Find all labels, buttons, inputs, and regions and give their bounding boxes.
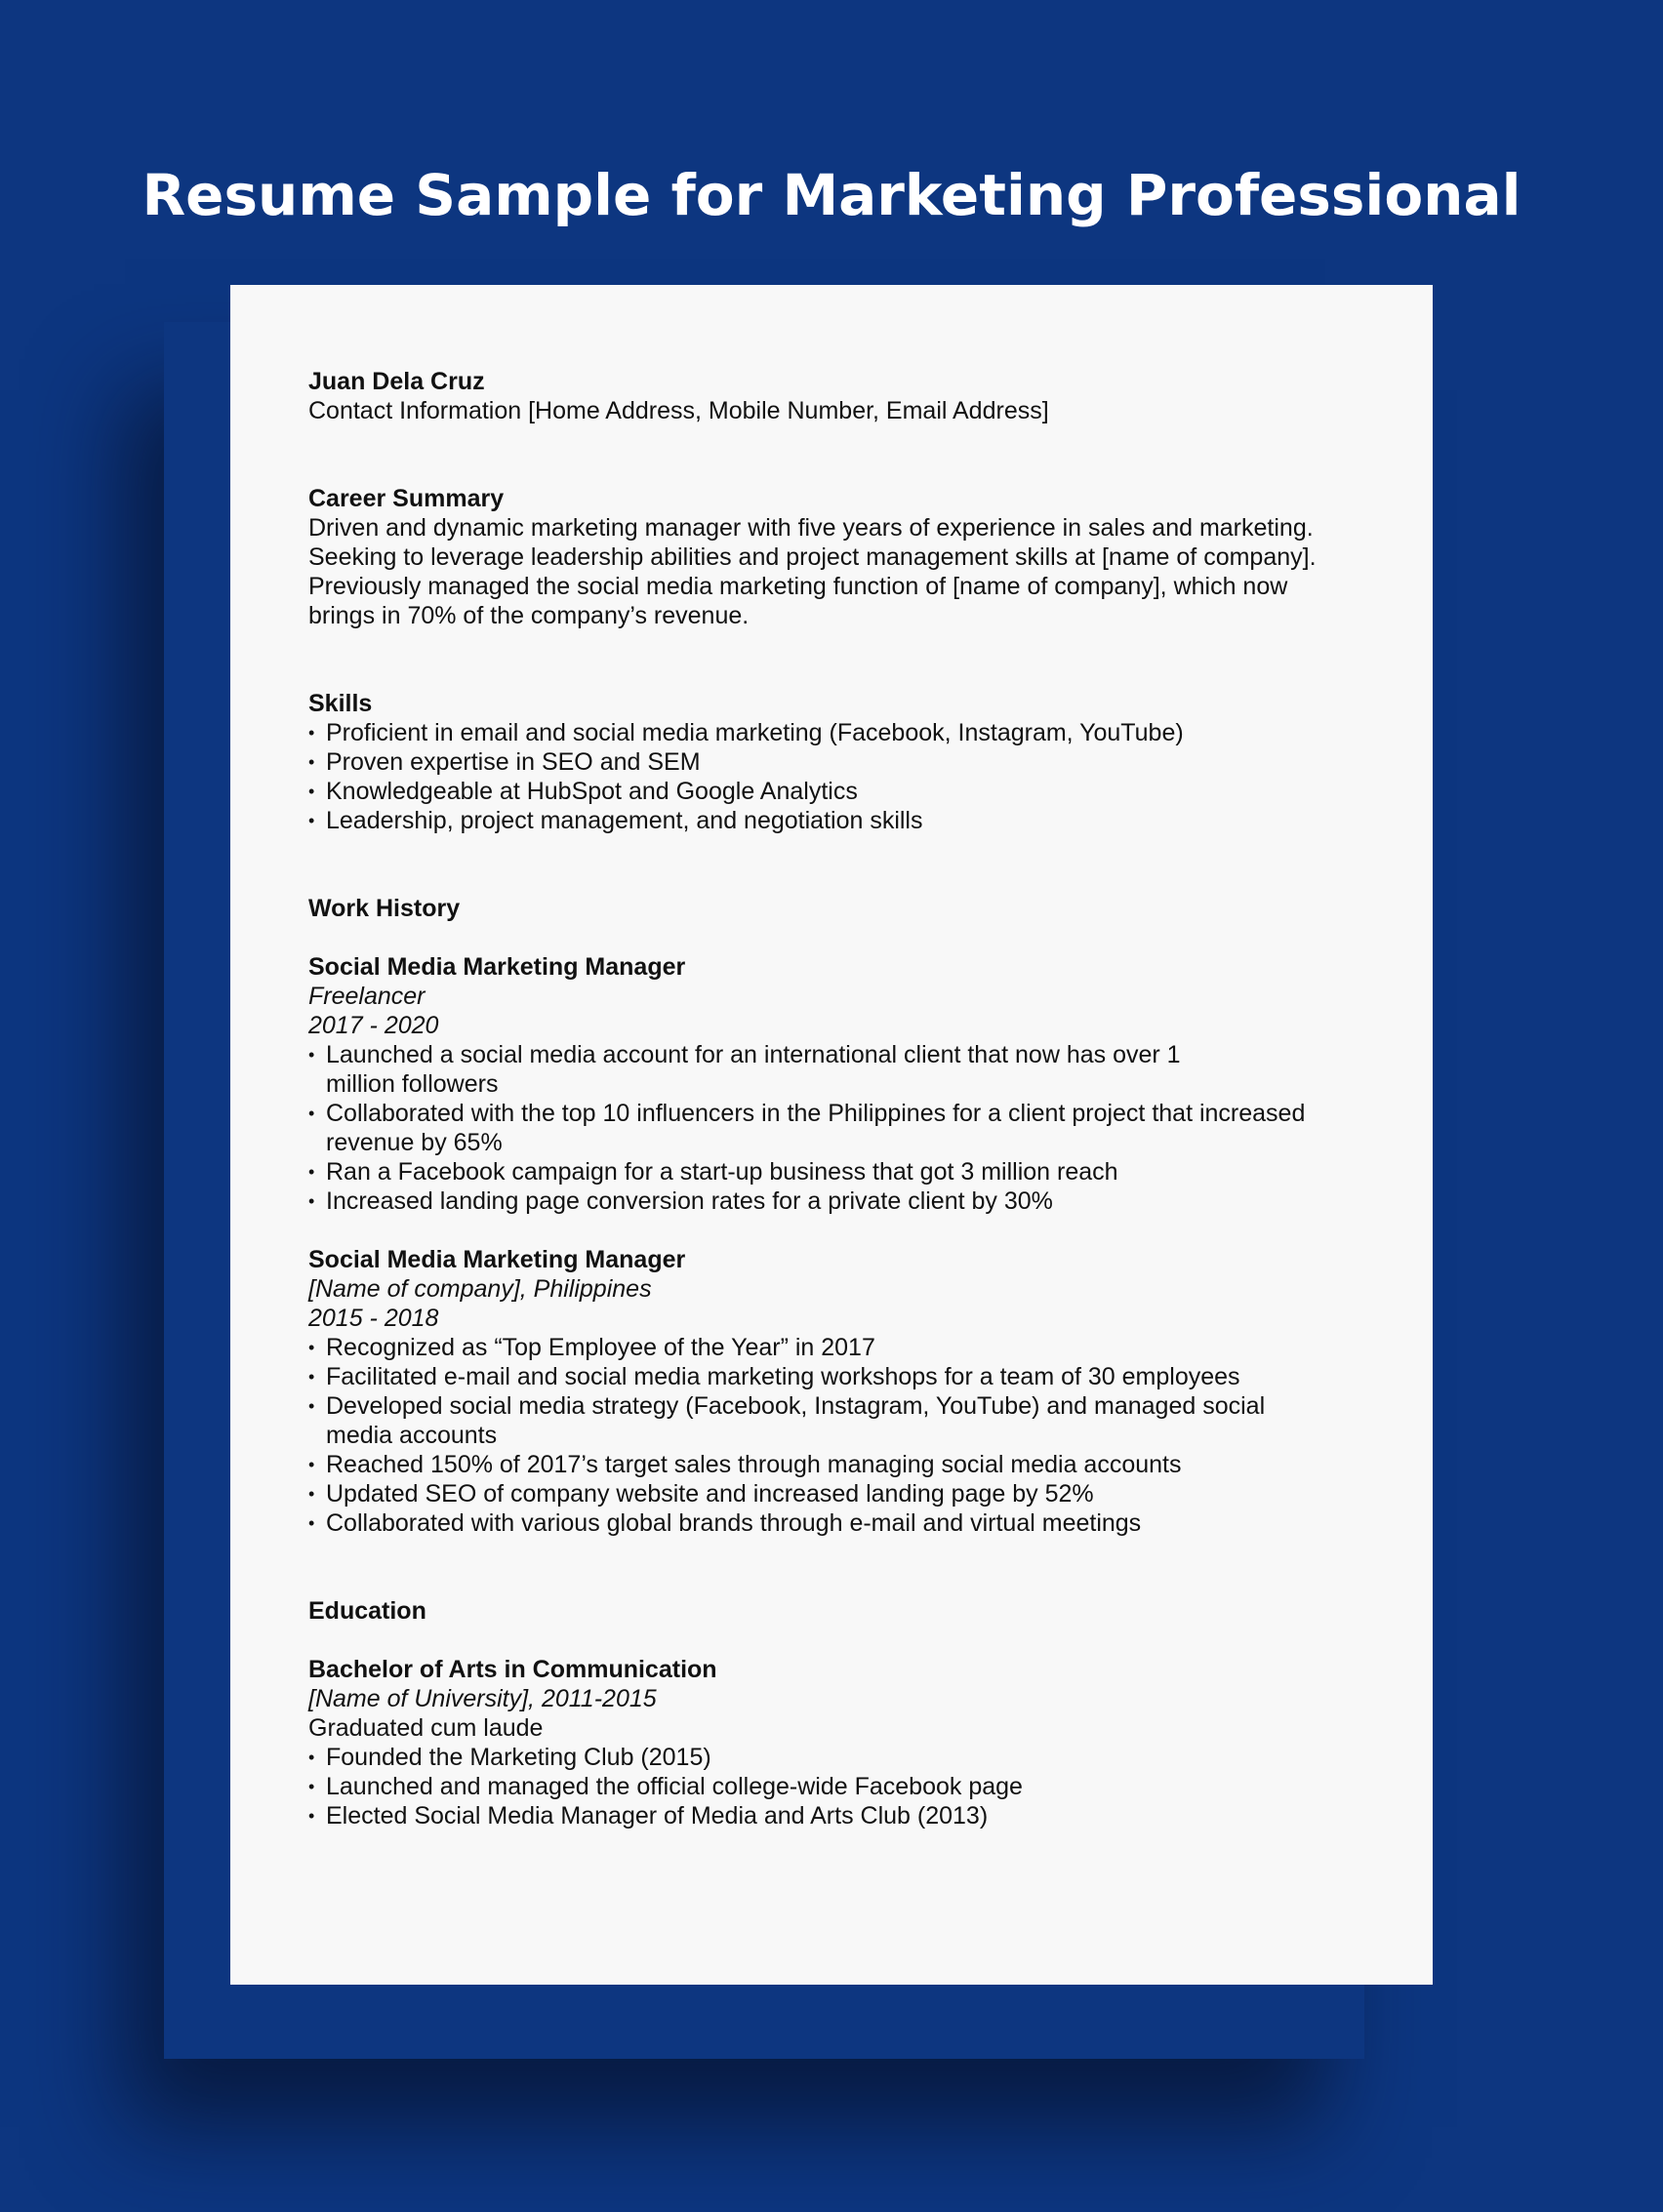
job-company: Freelancer bbox=[308, 983, 426, 1010]
degree: Bachelor of Arts in Communication bbox=[308, 1656, 717, 1683]
job-bullet: • Collaborated with the top 10 influencers in the Philippines for a client project that increased revenue by 65% bbox=[308, 1099, 1360, 1157]
job-company: [Name of company], Philippines bbox=[308, 1275, 652, 1303]
school: [Name of University], 2011-2015 bbox=[308, 1685, 657, 1712]
job-bullet: • Collaborated with various global brands through e-mail and virtual meetings bbox=[308, 1508, 1362, 1538]
job-bullet: • Ran a Facebook campaign for a start-up business that got 3 million reach bbox=[308, 1157, 1362, 1186]
education-bullet: • Launched and managed the official college-wide Facebook page bbox=[308, 1772, 1362, 1801]
job-bullet: • Developed social media strategy (Facebook, Instagram, YouTube) and managed social media accounts bbox=[308, 1391, 1282, 1450]
skill-item: • Proficient in email and social media marketing (Facebook, Instagram, YouTube) bbox=[308, 718, 1362, 747]
job-bullet-list bbox=[308, 1040, 1362, 1216]
applicant-name: Juan Dela Cruz bbox=[308, 368, 485, 395]
job-bullet: • Recognized as “Top Employee of the Year” in 2017 bbox=[308, 1333, 1362, 1362]
skill-item: • Leadership, project management, and negotiation skills bbox=[308, 806, 1362, 835]
resume-content bbox=[308, 367, 1362, 1830]
education-bullet: • Elected Social Media Manager of Media and Arts Club (2013) bbox=[308, 1801, 1362, 1830]
honor: Graduated cum laude bbox=[308, 1714, 544, 1742]
skill-item: • Proven expertise in SEO and SEM bbox=[308, 747, 1362, 777]
job-bullet: • Increased landing page conversion rates for a private client by 30% bbox=[308, 1186, 1362, 1216]
career-summary-line: Previously managed the social media marketing function of [name of company], which now bbox=[308, 573, 1288, 600]
education-entry bbox=[308, 1655, 1362, 1830]
job-title: Social Media Marketing Manager bbox=[308, 1246, 686, 1273]
job-dates: 2015 - 2018 bbox=[308, 1305, 439, 1332]
skills-heading: Skills bbox=[308, 690, 373, 717]
page-title: Resume Sample for Marketing Professional bbox=[142, 162, 1521, 228]
resume-document bbox=[230, 285, 1433, 1985]
job-entry bbox=[308, 1245, 1362, 1538]
career-summary-heading: Career Summary bbox=[308, 485, 505, 512]
work-history-heading: Work History bbox=[308, 895, 461, 922]
education-bullet: • Founded the Marketing Club (2015) bbox=[308, 1743, 1362, 1772]
job-bullet: • Updated SEO of company website and increased landing page by 52% bbox=[308, 1479, 1362, 1508]
career-summary-line: Driven and dynamic marketing manager with five years of experience in sales and marketing. bbox=[308, 514, 1314, 542]
education-bullet-list bbox=[308, 1743, 1362, 1830]
skill-item: • Knowledgeable at HubSpot and Google Analytics bbox=[308, 777, 1362, 806]
job-bullet: • Launched a social media account for an international client that now has over 1 million followers bbox=[308, 1040, 1185, 1099]
career-summary-text bbox=[308, 513, 1362, 630]
job-dates: 2017 - 2020 bbox=[308, 1012, 439, 1039]
job-bullet: • Reached 150% of 2017’s target sales through managing social media accounts bbox=[308, 1450, 1362, 1479]
job-title: Social Media Marketing Manager bbox=[308, 953, 686, 981]
job-bullet-list bbox=[308, 1333, 1362, 1538]
contact-information: Contact Information [Home Address, Mobile Number, Email Address] bbox=[308, 397, 1049, 424]
skills-list bbox=[308, 718, 1362, 835]
career-summary-line: brings in 70% of the company’s revenue. bbox=[308, 602, 750, 629]
career-summary-line: Seeking to leverage leadership abilities and project management skills at [name of company]. bbox=[308, 543, 1317, 571]
education-heading: Education bbox=[308, 1597, 426, 1625]
job-bullet: • Facilitated e-mail and social media marketing workshops for a team of 30 employees bbox=[308, 1362, 1362, 1391]
job-entry bbox=[308, 952, 1362, 1216]
